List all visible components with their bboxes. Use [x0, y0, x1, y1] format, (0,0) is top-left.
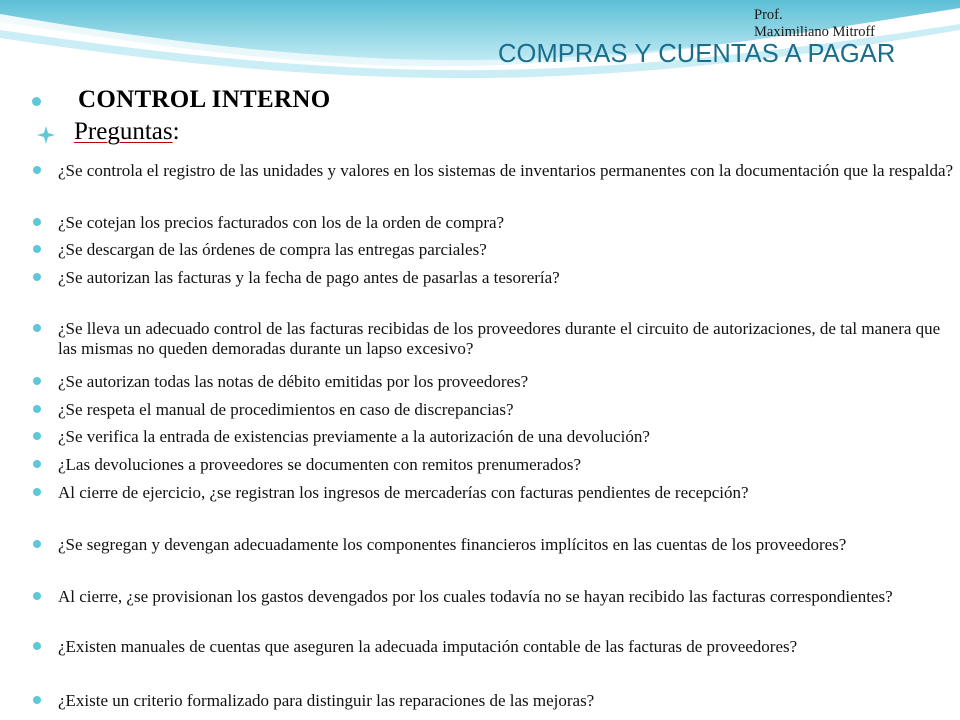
question-item: ¿Se lleva un adecuado control de las facturas recibidas de los proveedores durante el circuito de autorizaciones, de tal manera que las mismas no queden demoradas durante un lapso excesivo?: [58, 319, 941, 358]
question-item: ¿Se controla el registro de las unidades y valores en los sistemas de inventarios permanentes con la documentación que la respalda?: [58, 161, 954, 180]
question-item: ¿Existe un criterio formalizado para distinguir las reparaciones de las mejoras?: [58, 691, 595, 710]
bullet-icon: [33, 245, 41, 253]
question-item: ¿Se respeta el manual de procedimientos en caso de discrepancias?: [58, 400, 514, 419]
question-item: ¿Se segregan y devengan adecuadamente los componentes financieros implícitos en las cuentas de los proveedores?: [58, 535, 847, 554]
bullet-icon: [33, 405, 41, 413]
bullet-icon: [33, 696, 41, 704]
bullet-icon: [33, 540, 41, 548]
slide-title: COMPRAS Y CUENTAS A PAGAR: [498, 40, 896, 68]
subheading-colon: :: [172, 118, 180, 145]
subheading-word: Preguntas: [74, 118, 173, 145]
section-heading: CONTROL INTERNO: [78, 86, 331, 113]
diamond-bullet-icon: [37, 126, 55, 144]
bullet-icon: [33, 432, 41, 440]
bullet-icon: [33, 460, 41, 468]
bullet-icon: [33, 488, 41, 496]
bullet-icon: [33, 324, 41, 332]
question-item: ¿Existen manuales de cuentas que aseguren la adecuada imputación contable de las facturas de proveedores?: [58, 637, 798, 656]
question-item: ¿Se autorizan todas las notas de débito emitidas por los proveedores?: [58, 372, 529, 391]
section-subheading: [74, 118, 180, 146]
question-item: ¿Se autorizan las facturas y la fecha de pago antes de pasarlas a tesorería?: [58, 268, 560, 287]
question-item: ¿Las devoluciones a proveedores se documenten con remitos prenumerados?: [58, 455, 582, 474]
question-item: Al cierre, ¿se provisionan los gastos devengados por los cuales todavía no se hayan recibido las facturas correspondientes?: [58, 587, 893, 606]
question-item: Al cierre de ejercicio, ¿se registran los ingresos de mercaderías con facturas pendientes de recepción?: [58, 483, 749, 502]
bullet-icon: [33, 377, 41, 385]
bullet-icon: [33, 592, 41, 600]
question-item: ¿Se cotejan los precios facturados con los de la orden de compra?: [58, 213, 505, 232]
heading-bullet-icon: [32, 97, 41, 106]
bullet-icon: [33, 273, 41, 281]
bullet-icon: [33, 642, 41, 650]
author-name: Prof. Maximiliano Mitroff: [754, 7, 875, 40]
bullet-icon: [33, 218, 41, 226]
bullet-icon: [33, 166, 41, 174]
question-item: ¿Se verifica la entrada de existencias previamente a la autorización de una devolución?: [58, 427, 650, 446]
question-item: ¿Se descargan de las órdenes de compra las entregas parciales?: [58, 240, 487, 259]
